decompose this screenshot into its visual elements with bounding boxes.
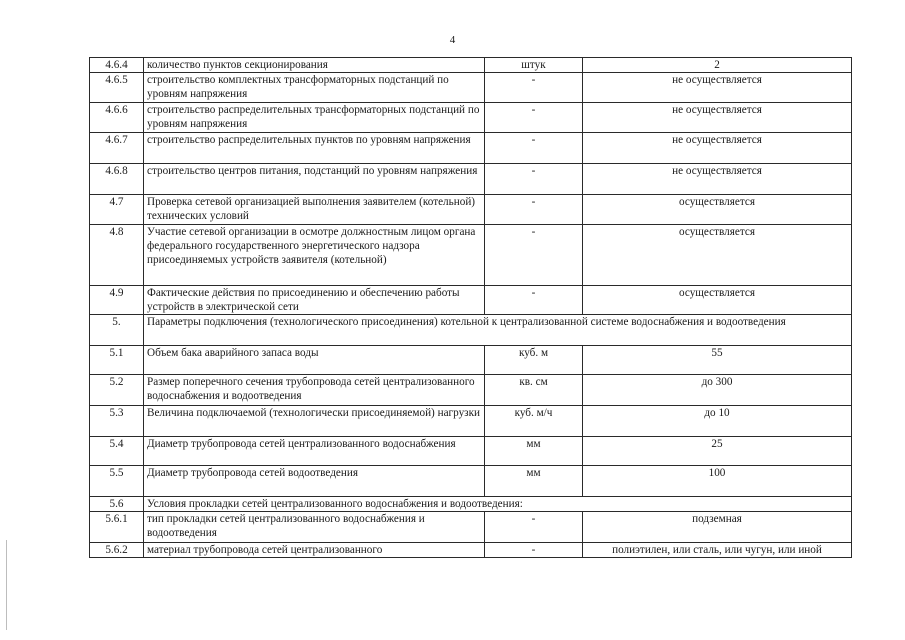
unit-cell: мм xyxy=(485,437,583,466)
value-cell: осуществляется xyxy=(583,195,852,225)
table-row xyxy=(90,225,852,286)
parameters-table xyxy=(89,57,852,558)
row-number: 5.4 xyxy=(90,437,144,466)
section-title: Условия прокладки сетей централизованного водоснабжения и водоотведения: xyxy=(144,497,852,512)
value-cell: до 10 xyxy=(583,406,852,437)
parameter-description: Диаметр трубопровода сетей водоотведения xyxy=(144,466,485,497)
unit-cell: - xyxy=(485,286,583,315)
parameter-description: Участие сетевой организации в осмотре должностным лицом органа федерального государственного энергетического надзора присоединяемых устройств заявителя (котельной) xyxy=(144,225,485,286)
unit-cell: - xyxy=(485,195,583,225)
value-cell: до 300 xyxy=(583,375,852,406)
unit-cell: мм xyxy=(485,466,583,497)
table-row xyxy=(90,133,852,164)
value-cell: 25 xyxy=(583,437,852,466)
page-number: 4 xyxy=(449,34,456,46)
table-row xyxy=(90,103,852,133)
unit-cell: - xyxy=(485,103,583,133)
row-number: 5. xyxy=(90,315,144,346)
value-cell: не осуществляется xyxy=(583,73,852,103)
parameter-description: строительство распределительных пунктов по уровням напряжения xyxy=(144,133,485,164)
row-number: 4.9 xyxy=(90,286,144,315)
value-cell: осуществляется xyxy=(583,225,852,286)
parameter-description: тип прокладки сетей централизованного водоснабжения и водоотведения xyxy=(144,512,485,543)
table-row xyxy=(90,543,852,558)
value-cell: подземная xyxy=(583,512,852,543)
parameter-description: материал трубопровода сетей централизованного xyxy=(144,543,485,558)
section-row xyxy=(90,497,852,512)
table-row xyxy=(90,375,852,406)
parameter-description: строительство распределительных трансформаторных подстанций по уровням напряжения xyxy=(144,103,485,133)
table-row xyxy=(90,466,852,497)
row-number: 5.1 xyxy=(90,346,144,375)
table-row xyxy=(90,58,852,73)
row-number: 5.2 xyxy=(90,375,144,406)
row-number: 4.6.4 xyxy=(90,58,144,73)
section-row xyxy=(90,315,852,346)
table-row xyxy=(90,406,852,437)
parameter-description: Диаметр трубопровода сетей централизованного водоснабжения xyxy=(144,437,485,466)
table-row xyxy=(90,346,852,375)
section-title: Параметры подключения (технологического присоединения) котельной к централизованной системе водоснабжения и водоотведения xyxy=(144,315,852,346)
parameter-description: Фактические действия по присоединению и обеспечению работы устройств в электрической сети xyxy=(144,286,485,315)
row-number: 5.6 xyxy=(90,497,144,512)
value-cell: не осуществляется xyxy=(583,133,852,164)
unit-cell: - xyxy=(485,164,583,195)
row-number: 4.6.5 xyxy=(90,73,144,103)
row-number: 5.6.2 xyxy=(90,543,144,558)
value-cell: осуществляется xyxy=(583,286,852,315)
row-number: 4.6.7 xyxy=(90,133,144,164)
parameter-description: Величина подключаемой (технологически присоединяемой) нагрузки xyxy=(144,406,485,437)
parameter-description: Размер поперечного сечения трубопровода сетей централизованного водоснабжения и водоотведения xyxy=(144,375,485,406)
row-number: 5.3 xyxy=(90,406,144,437)
unit-cell: куб. м/ч xyxy=(485,406,583,437)
parameter-description: количество пунктов секционирования xyxy=(144,58,485,73)
row-number: 5.6.1 xyxy=(90,512,144,543)
row-number: 4.7 xyxy=(90,195,144,225)
unit-cell: - xyxy=(485,512,583,543)
row-number: 5.5 xyxy=(90,466,144,497)
table-row xyxy=(90,286,852,315)
unit-cell: - xyxy=(485,543,583,558)
value-cell: 100 xyxy=(583,466,852,497)
row-number: 4.6.6 xyxy=(90,103,144,133)
parameter-description: строительство комплектных трансформаторных подстанций по уровням напряжения xyxy=(144,73,485,103)
unit-cell: - xyxy=(485,225,583,286)
table-row xyxy=(90,512,852,543)
value-cell: полиэтилен, или сталь, или чугун, или иной xyxy=(583,543,852,558)
unit-cell: штук xyxy=(485,58,583,73)
value-cell: 2 xyxy=(583,58,852,73)
unit-cell: кв. см xyxy=(485,375,583,406)
table-row xyxy=(90,164,852,195)
unit-cell: - xyxy=(485,133,583,164)
table-row xyxy=(90,73,852,103)
parameter-description: Объем бака аварийного запаса воды xyxy=(144,346,485,375)
parameter-description: Проверка сетевой организацией выполнения заявителем (котельной) технических условий xyxy=(144,195,485,225)
row-number: 4.8 xyxy=(90,225,144,286)
scan-margin-mark xyxy=(6,540,7,630)
value-cell: не осуществляется xyxy=(583,164,852,195)
unit-cell: куб. м xyxy=(485,346,583,375)
unit-cell: - xyxy=(485,73,583,103)
table-row xyxy=(90,437,852,466)
table-body xyxy=(90,58,852,558)
parameter-description: строительство центров питания, подстанций по уровням напряжения xyxy=(144,164,485,195)
table-row xyxy=(90,195,852,225)
value-cell: не осуществляется xyxy=(583,103,852,133)
row-number: 4.6.8 xyxy=(90,164,144,195)
value-cell: 55 xyxy=(583,346,852,375)
